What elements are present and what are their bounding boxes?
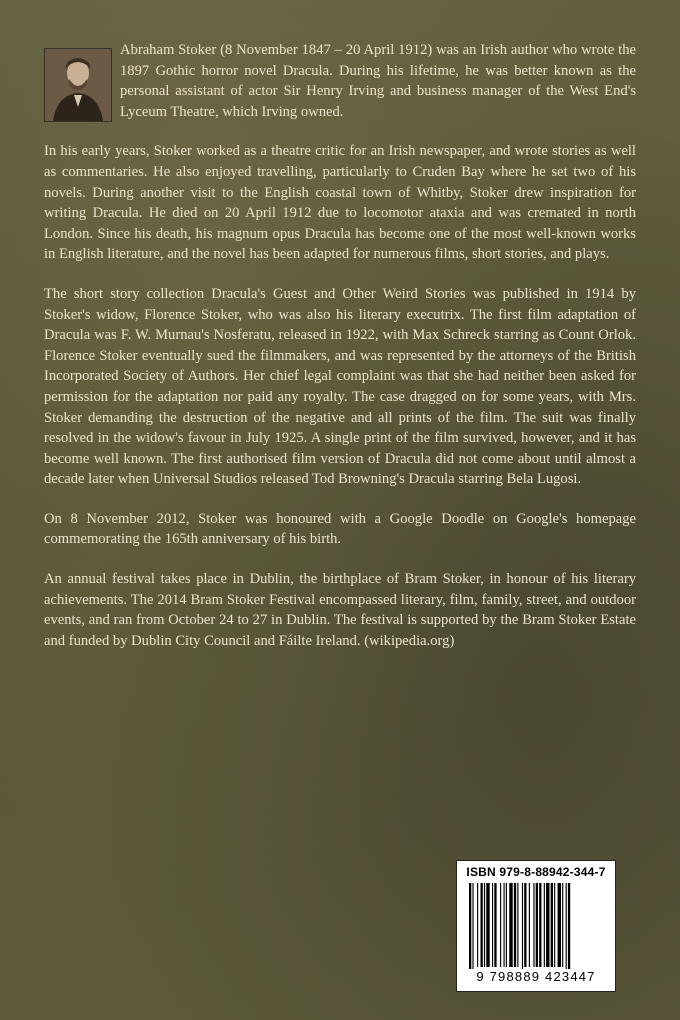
isbn-label: ISBN 979-8-88942-344-7: [466, 865, 606, 879]
paragraph-festival: An annual festival takes place in Dublin, the birthplace of Bram Stoker, in honour of his literary achievements. The 2014 Bram Stoker Festival encompassed literary, film, family, street, and outdoor events, and ran from October 24 to 27 in Dublin. The festival is supported by the Bram Stoker Estate and funded by Dublin City Council and Fáilte Ireland. (wikipedia.org): [44, 571, 636, 649]
isbn-barcode: [456, 860, 616, 992]
portrait-icon: [45, 49, 111, 121]
paragraph-google-doodle: On 8 November 2012, Stoker was honoured with a Google Doodle on Google's homepage commemorating the 165th anniversary of his birth.: [44, 510, 636, 548]
barcode-bars: [467, 883, 605, 975]
barcode-digits: 9 798889 423447: [457, 969, 615, 984]
author-portrait: [44, 48, 112, 122]
paragraph-early-years: In his early years, Stoker worked as a theatre critic for an Irish newspaper, and wrote stories as well as commentaries. He also enjoyed travelling, particularly to Cruden Bay where he set two of his novels. During another visit to the English coastal town of Whitby, Stoker drew inspiration for writing Dracula. He died on 20 April 1912 due to locomotor ataxia and was cremated in north London. Since his death, his magnum opus Dracula has become one of the most well-known works in English literature, and the novel has been adapted for numerous films, short stories, and plays.: [44, 143, 636, 263]
back-cover-text: [44, 40, 636, 670]
paragraph-intro: Abraham Stoker (8 November 1847 – 20 April 1912) was an Irish author who wrote the 1897 Gothic horror novel Dracula. During his lifetime, he was better known as the personal assistant of actor Sir Henry Irving and business manager of the West End's Lyceum Theatre, which Irving owned.: [44, 40, 636, 122]
paragraph-film-adaptation: The short story collection Dracula's Guest and Other Weird Stories was published in 1914 by Stoker's widow, Florence Stoker, who was also his literary executrix. The first film adaptation of Dracula was F. W. Murnau's Nosferatu, released in 1922, with Max Schreck starring as Count Orlok. Florence Stoker eventually sued the filmmakers, and was represented by the attorneys of the British Incorporated Society of Authors. Her chief legal complaint was that she had neither been asked for permission for the adaptation nor paid any royalty. The case dragged on for some years, with Mrs. Stoker demanding the destruction of the negative and all prints of the film. The suit was finally resolved in the widow's favour in July 1925. A single print of the film survived, however, and it has become well known. The first authorised film version of Dracula did not come about until almost a decade later when Universal Studios released Tod Browning's Dracula starring Bela Lugosi.: [44, 285, 636, 488]
